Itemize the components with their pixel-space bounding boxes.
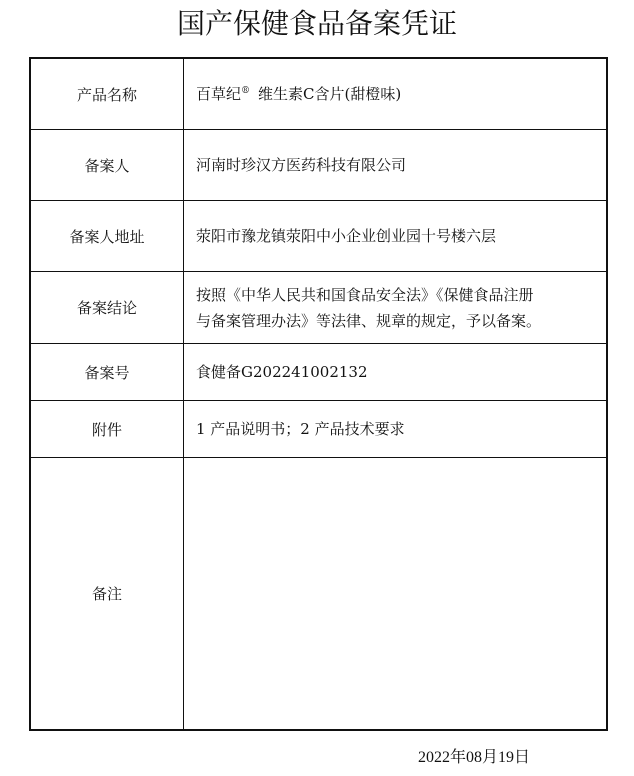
label-filing-number: 备案号 [31,344,184,400]
row-conclusion [31,272,606,344]
certificate-table [29,57,608,731]
product-brand: 百草纪 [196,85,242,103]
conclusion-line-2: 与备案管理办法》等法律、规章的规定，予以备案。 [196,311,542,330]
value-remarks [184,458,606,729]
value-filer-address: 荥阳市豫龙镇荥阳中小企业创业园十号楼六层 [196,227,497,245]
product-description: 维生素C含片(甜橙味) [258,85,402,103]
row-attachments [31,401,606,458]
row-filing-number [31,344,606,401]
certificate-title: 国产保健食品备案凭证 [176,7,457,40]
row-filer [31,130,606,201]
label-remarks: 备注 [31,458,184,729]
conclusion-line-1: 按照《中华人民共和国食品安全法》《保健食品注册 [196,285,534,304]
issue-date: 2022年08月19日 [418,749,531,766]
value-attachments: 1 产品说明书；2 产品技术要求 [196,420,405,438]
value-product-name [184,59,606,129]
row-filer-address [31,201,606,272]
row-product-name [31,59,606,130]
label-conclusion: 备案结论 [31,272,184,343]
registered-mark: ® [241,86,251,96]
label-attachments: 附件 [31,401,184,457]
value-filing-number: 食健备G202241002132 [196,363,368,381]
value-conclusion [184,272,606,343]
label-product-name: 产品名称 [31,59,184,129]
row-remarks [31,458,606,729]
value-filer: 河南时珍汉方医药科技有限公司 [196,156,407,174]
label-filer: 备案人 [31,130,184,200]
label-filer-address: 备案人地址 [31,201,184,271]
